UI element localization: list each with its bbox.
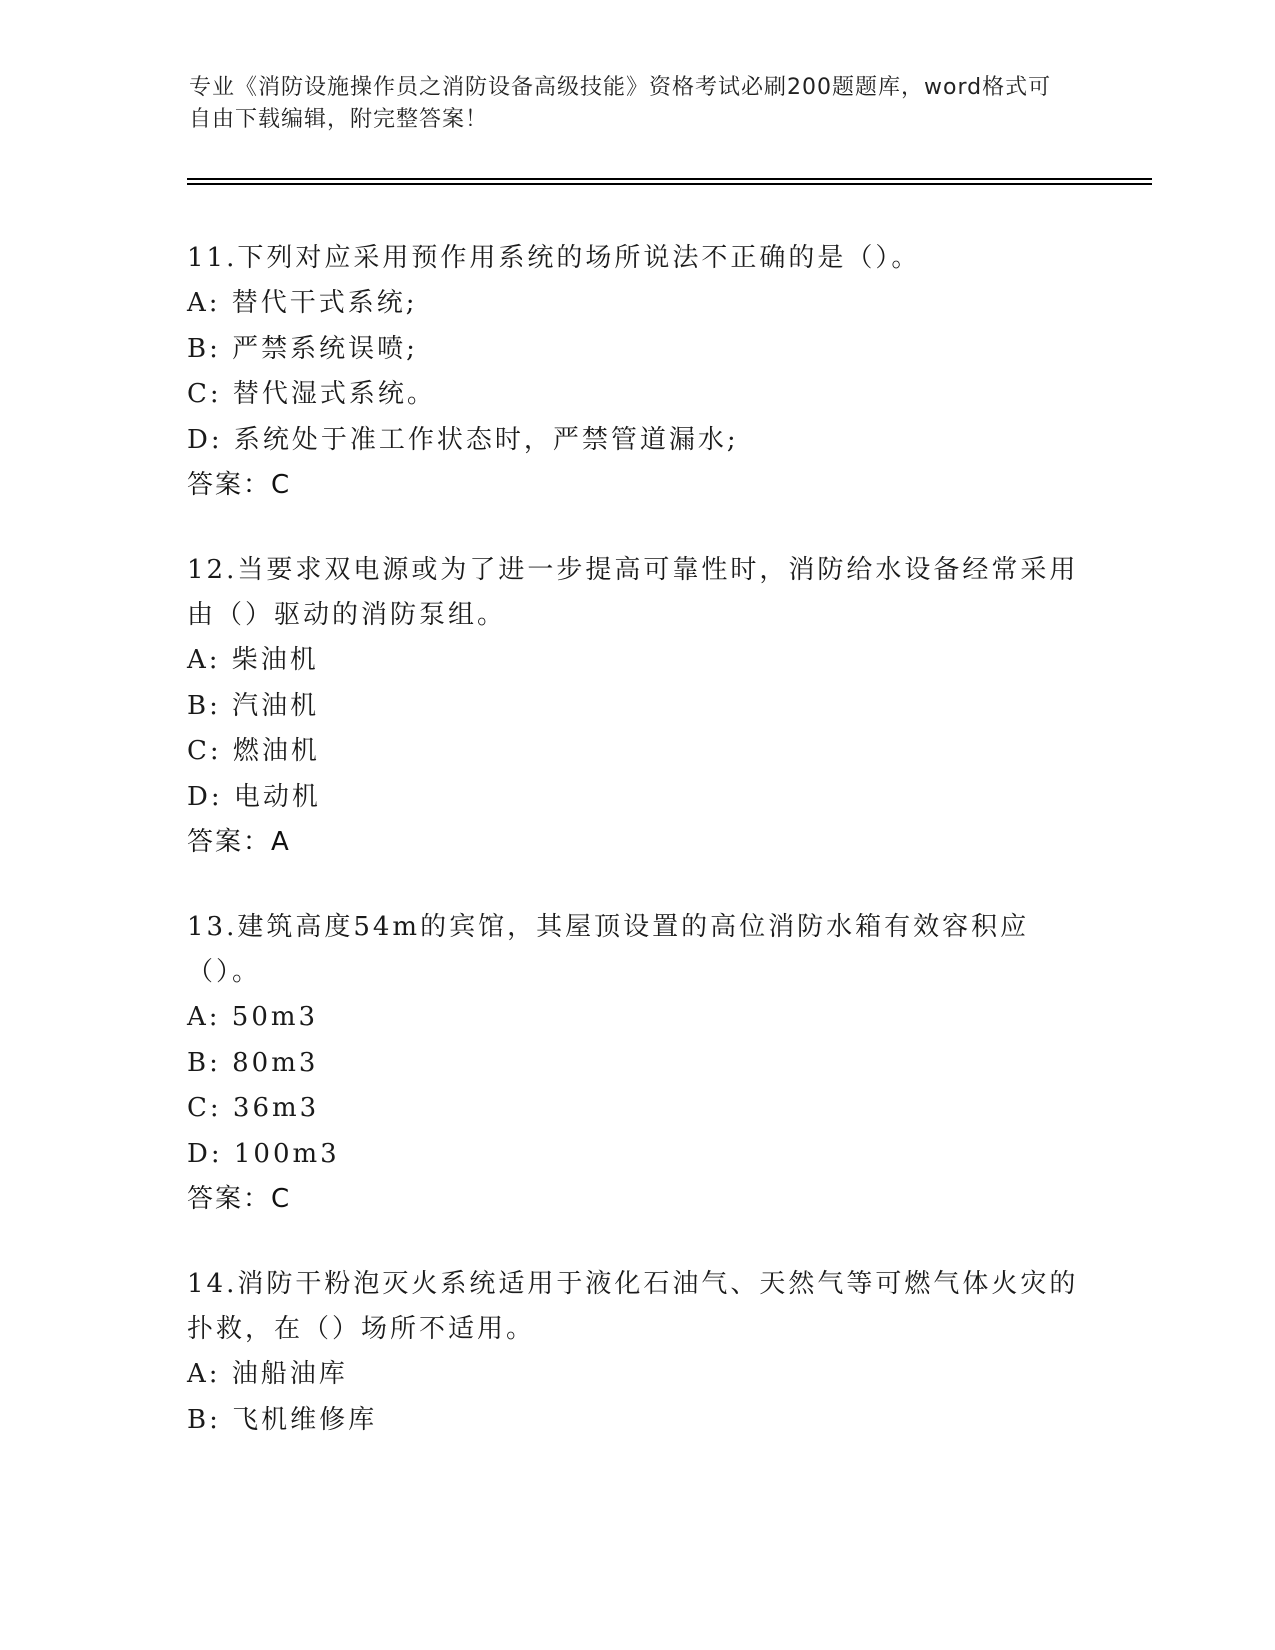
option-a: A: 柴油机 bbox=[187, 645, 319, 675]
option-a: A: 替代干式系统; bbox=[187, 288, 418, 318]
header-divider-bottom bbox=[187, 183, 1152, 185]
answer-label: 答案：C bbox=[187, 1184, 292, 1214]
option-c: C: 36m3 bbox=[187, 1093, 320, 1123]
answer-label: 答案：A bbox=[187, 827, 291, 857]
option-d: D: 100m3 bbox=[187, 1138, 340, 1169]
question-14 bbox=[187, 1262, 1087, 1443]
option-c: C: 燃油机 bbox=[187, 736, 320, 766]
question-stem: 12.当要求双电源或为了进一步提高可靠性时，消防给水设备经常采用由（）驱动的消防泵组。 bbox=[187, 555, 1079, 630]
option-a: A: 油船油库 bbox=[187, 1359, 348, 1389]
option-c: C: 替代湿式系统。 bbox=[187, 379, 436, 409]
question-11 bbox=[187, 236, 1087, 508]
option-b: B: 80m3 bbox=[187, 1047, 319, 1078]
option-b: B: 严禁系统误喷; bbox=[187, 333, 418, 364]
option-b: B: 飞机维修库 bbox=[187, 1404, 378, 1435]
question-stem: 11.下列对应采用预作用系统的场所说法不正确的是（）。 bbox=[187, 243, 921, 273]
answer-label: 答案：C bbox=[187, 470, 292, 500]
option-d: D: 系统处于准工作状态时，严禁管道漏水; bbox=[187, 424, 739, 455]
option-a: A: 50m3 bbox=[187, 1002, 319, 1032]
option-b: B: 汽油机 bbox=[187, 690, 320, 721]
question-12 bbox=[187, 548, 1087, 865]
question-stem: 13.建筑高度54m的宾馆，其屋顶设置的高位消防水箱有效容积应（）。 bbox=[187, 912, 1030, 987]
question-list bbox=[187, 236, 1087, 1483]
header-divider-top bbox=[187, 178, 1152, 180]
question-stem: 14.消防干粉泡灭火系统适用于液化石油气、天然气等可燃气体火灾的扑救，在（）场所不适用。 bbox=[187, 1269, 1079, 1344]
question-13 bbox=[187, 905, 1087, 1222]
document-header: 专业《消防设施操作员之消防设备高级技能》资格考试必刷200题题库，word格式可自由下载编辑，附完整答案！ bbox=[189, 75, 1052, 132]
option-d: D: 电动机 bbox=[187, 781, 321, 812]
